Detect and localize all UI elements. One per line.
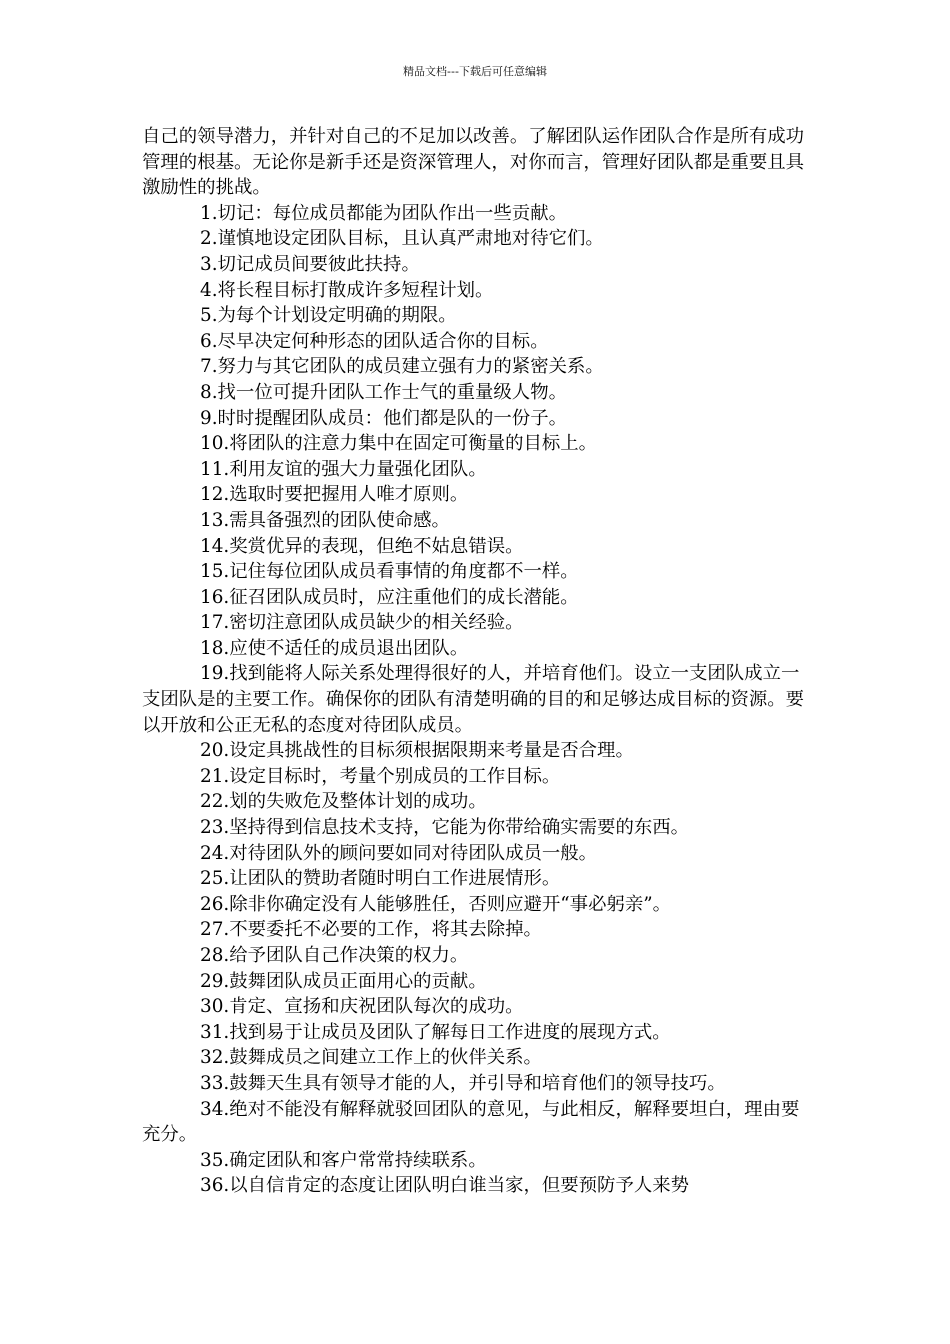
list-item: 32.鼓舞成员之间建立工作上的伙伴关系。 [200,1047,542,1069]
list-item: 4.将长程目标打散成许多短程计划。 [200,279,494,301]
list-item: 30.肯定、宣扬和庆祝团队每次的成功。 [200,996,524,1018]
list-item: 10.将团队的注意力集中在固定可衡量的目标上。 [200,433,598,455]
list-item: 13.需具备强烈的团队使命感。 [200,509,450,531]
list-item: 7.努力与其它团队的成员建立强有力的紧密关系。 [200,356,604,378]
list-item: 31.找到易于让成员及团队了解每日工作进度的展现方式。 [200,1021,671,1043]
list-item: 6.尽早决定何种形态的团队适合你的目标。 [200,330,549,352]
list-item: 26.除非你确定没有人能够胜任，否则应避开“事必躬亲”。 [200,893,672,915]
list-item: 21.设定目标时，考量个别成员的工作目标。 [200,765,561,787]
list-item: 27.不要委托不必要的工作，将其去除掉。 [200,919,542,941]
list-item: 16.征召团队成员时，应注重他们的成长潜能。 [200,586,579,608]
list-item: 35.确定团队和客户常常持续联系。 [200,1149,487,1171]
list-item: 29.鼓舞团队成员正面用心的贡献。 [200,970,487,992]
list-item: 15.记住每位团队成员看事情的角度都不一样。 [200,561,579,583]
list-item: 25.让团队的赞助者随时明白工作进展情形。 [200,868,561,890]
list-item: 9.时时提醒团队成员：他们都是队的一份子。 [200,407,567,429]
list-item: 8.找一位可提升团队工作士气的重量级人物。 [200,381,567,403]
tips-list [142,201,808,1199]
list-item: 17.密切注意团队成员缺少的相关经验。 [200,612,524,634]
list-item: 36.以自信肯定的态度让团队明白谁当家，但要预防予人来势 [200,1175,690,1197]
list-item: 14.奖赏优异的表现，但绝不姑息错误。 [200,535,524,557]
list-item: 2.谨慎地设定团队目标，且认真严肃地对待它们。 [200,228,604,250]
list-item: 3.切记成员间要彼此扶持。 [200,253,420,275]
list-item: 20.设定具挑战性的目标须根据限期来考量是否合理。 [200,740,634,762]
list-item: 1.切记：每位成员都能为团队作出一些贡献。 [200,202,567,224]
list-item: 33.鼓舞天生具有领导才能的人，并引导和培育他们的领导技巧。 [200,1072,726,1094]
list-item: 19.找到能将人际关系处理得很好的人，并培育他们。设立一支团队成立一支团队是的主要工作。确保你的团队有清楚明确的目的和足够达成目标的资源。要以开放和公正无私的态度对待团队成员。 [142,663,805,736]
list-item: 34.绝对不能没有解释就驳回团队的意见，与此相反，解释要坦白，理由要充分。 [142,1098,800,1146]
list-item: 5.为每个计划设定明确的期限。 [200,305,457,327]
intro-paragraph: 自己的领导潜力，并针对自己的不足加以改善。了解团队运作团队合作是所有成功管理的根基。无论你是新手还是资深管理人，对你而言，管理好团队都是重要且具激励性的挑战。 [142,126,805,199]
list-item: 24.对待团队外的顾问要如同对待团队成员一般。 [200,842,598,864]
list-item: 22.划的失败危及整体计划的成功。 [200,791,487,813]
list-item: 12.选取时要把握用人唯才原则。 [200,484,469,506]
page-header: 精品文档---下载后可任意编辑 [403,65,547,78]
document-body [142,124,808,1199]
list-item: 18.应使不适任的成员退出团队。 [200,637,469,659]
list-item: 11.利用友谊的强大力量强化团队。 [200,458,487,480]
list-item: 23.坚持得到信息技术支持，它能为你带给确实需要的东西。 [200,817,690,839]
list-item: 28.给予团队自己作决策的权力。 [200,945,469,966]
